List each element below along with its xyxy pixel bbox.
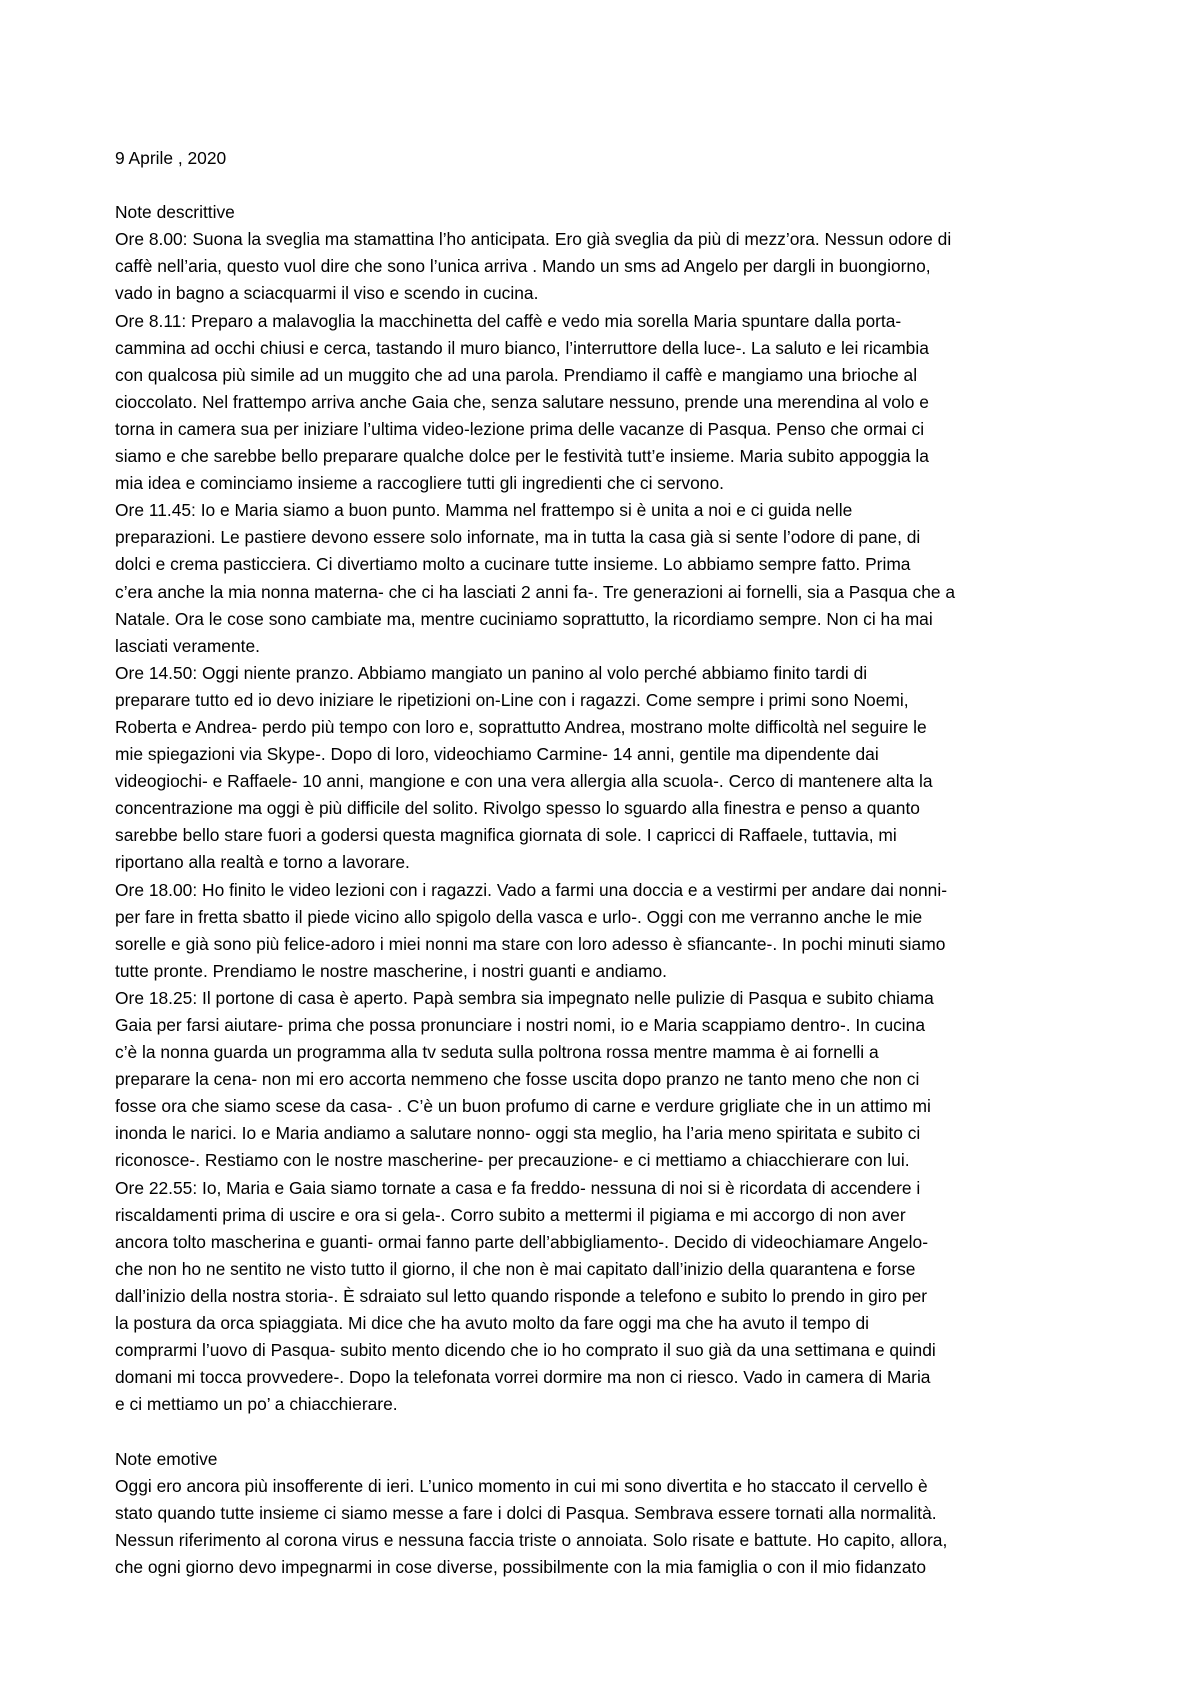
text-line: c’era anche la mia nonna materna- che ci ha lasciati 2 anni fa-. Tre generazioni ai fornelli, sia a Pasqua che a <box>115 581 956 602</box>
text-line: che non ho ne sentito ne visto tutto il giorno, il che non è mai capitato dall’inizio della quarantena e forse <box>115 1258 916 1279</box>
section-note-emotive <box>115 1446 1095 1581</box>
text-line: sarebbe bello stare fuori a godersi questa magnifica giornata di sole. I capricci di Raffaele, tuttavia, mi <box>115 825 897 846</box>
text-line: mie spiegazioni via Skype-. Dopo di loro, videochiamo Carmine- 14 anni, gentile ma dipendente dai <box>115 744 879 765</box>
text-line: Ore 22.55: Io, Maria e Gaia siamo tornate a casa e fa freddo- nessuna di noi si è ricordata di accendere i <box>115 1177 921 1198</box>
text-line: con qualcosa più simile ad un muggito che ad una parola. Prendiamo il caffè e mangiamo una brioche al <box>115 364 918 385</box>
text-line: Ore 18.25: Il portone di casa è aperto. Papà sembra sia impegnato nelle pulizie di Pasqua e subito chiama <box>115 987 934 1008</box>
section-heading: Note emotive <box>115 1448 218 1469</box>
text-line: Ore 14.50: Oggi niente pranzo. Abbiamo mangiato un panino al volo perché abbiamo finito tardi di <box>115 662 868 683</box>
text-line: preparazioni. Le pastiere devono essere solo infornate, ma in tutta la casa già si sente l’odore di pane, di <box>115 527 921 548</box>
text-line: riconosce-. Restiamo con le nostre mascherine- per precauzione- e ci mettiamo a chiacchierare con lui. <box>115 1150 910 1171</box>
section-heading: Note descrittive <box>115 202 235 223</box>
text-line: siamo e che sarebbe bello preparare qualche dolce per le festività tutt’e insieme. Maria subito appoggia la <box>115 446 929 467</box>
text-line: cioccolato. Nel frattempo arriva anche Gaia che, senza salutare nessuno, prende una merendina al volo e <box>115 391 929 412</box>
text-line: riscaldamenti prima di uscire e ora si gela-. Corro subito a mettermi il pigiama e mi accorgo di non aver <box>115 1204 906 1225</box>
text-line: Natale. Ora le cose sono cambiate ma, mentre cuciniamo soprattutto, la ricordiamo sempre. Non ci ha mai <box>115 608 933 629</box>
text-line: Ore 8.11: Preparo a malavoglia la macchinetta del caffè e vedo mia sorella Maria spuntare dalla porta- <box>115 310 902 331</box>
text-line: per fare in fretta sbatto il piede vicino allo spigolo della vasca e urlo-. Oggi con me verranno anche le mie <box>115 906 923 927</box>
text-line: lasciati veramente. <box>115 635 260 656</box>
text-line: dall’inizio della nostra storia-. È sdraiato sul letto quando risponde a telefono e subito lo prendo in giro per <box>115 1285 928 1306</box>
text-line: e ci mettiamo un po’ a chiacchierare. <box>115 1394 398 1415</box>
text-line: la postura da orca spiaggiata. Mi dice che ha avuto molto da fare oggi ma che ha avuto il tempo di <box>115 1313 870 1334</box>
text-line: tutte pronte. Prendiamo le nostre mascherine, i nostri guanti e andiamo. <box>115 960 667 981</box>
text-line: vado in bagno a sciacquarmi il viso e scendo in cucina. <box>115 283 539 304</box>
text-line: Gaia per farsi aiutare- prima che possa pronunciare i nostri nomi, io e Maria scappiamo dentro-. In cucina <box>115 1015 926 1035</box>
text-line: stato quando tutte insieme ci siamo messe a fare i dolci di Pasqua. Sembrava essere tornati alla normalità. <box>115 1502 937 1523</box>
text-line: fosse ora che siamo scese da casa- . C’è un buon profumo di carne e verdure grigliate che in un attimo mi <box>115 1096 931 1117</box>
text-line: Ore 18.00: Ho finito le video lezioni con i ragazzi. Vado a farmi una doccia e a vestirmi per andare dai nonni- <box>115 879 947 900</box>
text-line: che ogni giorno devo impegnarmi in cose diverse, possibilmente con la mia famiglia o con il mio fidanzato <box>115 1556 927 1577</box>
section-note-descrittive <box>115 199 1095 1418</box>
blank-line <box>115 172 1095 199</box>
document-date: 9 Aprile , 2020 <box>115 148 227 168</box>
text-line: Nessun riferimento al corona virus e nessuna faccia triste o annoiata. Solo risate e battute. Ho capito, allora, <box>115 1529 948 1550</box>
text-line: ancora tolto mascherina e guanti- ormai fanno parte dell’abbigliamento-. Decido di videochiamare Angelo- <box>115 1231 928 1252</box>
text-line: sorelle e già sono più felice-adoro i miei nonni ma stare con loro adesso è sfiancante-. In pochi minuti siamo <box>115 933 946 954</box>
blank-line <box>115 1418 1095 1445</box>
text-line: cammina ad occhi chiusi e cerca, tastando il muro bianco, l’interruttore della luce-. La saluto e lei ricambia <box>115 337 929 358</box>
text-line: mia idea e cominciamo insieme a raccogliere tutti gli ingredienti che ci servono. <box>115 473 724 494</box>
text-line: preparare la cena- non mi ero accorta nemmeno che fosse uscita dopo pranzo ne tanto meno che non ci <box>115 1069 920 1090</box>
text-line: riportano alla realtà e torno a lavorare. <box>115 852 410 873</box>
text-line: videogiochi- e Raffaele- 10 anni, mangione e con una vera allergia alla scuola-. Cerco di mantenere alta la <box>115 771 933 792</box>
text-line: Oggi ero ancora più insofferente di ieri. L’unico momento in cui mi sono divertita e ho staccato il cervello è <box>115 1475 928 1496</box>
text-line: dolci e crema pasticciera. Ci divertiamo molto a cucinare tutte insieme. Lo abbiamo sempre fatto. Prima <box>115 554 911 575</box>
text-line: Ore 8.00: Suona la sveglia ma stamattina l’ho anticipata. Ero già sveglia da più di mezz’ora. Nessun odore di <box>115 229 952 250</box>
text-line: c’è la nonna guarda un programma alla tv seduta sulla poltrona rossa mentre mamma è ai fornelli a <box>115 1042 879 1063</box>
diary-text <box>115 145 1095 1581</box>
text-line: preparare tutto ed io devo iniziare le ripetizioni on-Line con i ragazzi. Come sempre i primi sono Noemi, <box>115 689 909 710</box>
text-line: Ore 11.45: Io e Maria siamo a buon punto. Mamma nel frattempo si è unita a noi e ci guida nelle <box>115 500 853 521</box>
text-line: inonda le narici. Io e Maria andiamo a salutare nonno- oggi sta meglio, ha l’aria meno spiritata e subito ci <box>115 1123 921 1144</box>
text-line: comprarmi l’uovo di Pasqua- subito mento dicendo che io ho comprato il suo già da una settimana e quindi <box>115 1340 936 1361</box>
text-line: domani mi tocca provvedere-. Dopo la telefonata vorrei dormire ma non ci riesco. Vado in camera di Maria <box>115 1367 931 1388</box>
text-line: caffè nell’aria, questo vuol dire che sono l’unica arriva . Mando un sms ad Angelo per dargli in buongiorno, <box>115 256 931 277</box>
text-line: concentrazione ma oggi è più difficile del solito. Rivolgo spesso lo sguardo alla finestra e penso a quanto <box>115 798 920 819</box>
text-line: torna in camera sua per iniziare l’ultima video-lezione prima delle vacanze di Pasqua. Penso che ormai ci <box>115 418 925 439</box>
text-line: Roberta e Andrea- perdo più tempo con loro e, soprattutto Andrea, mostrano molte difficoltà nel seguire le <box>115 716 927 737</box>
